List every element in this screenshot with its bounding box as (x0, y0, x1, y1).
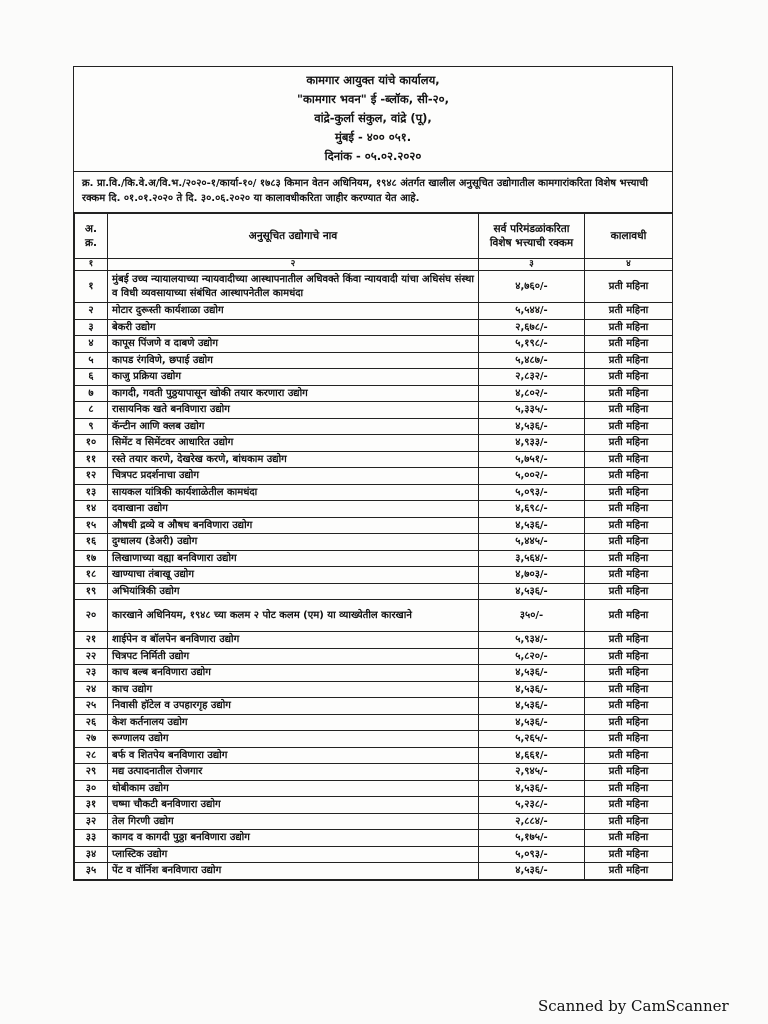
table-row (75, 648, 673, 665)
table-row (75, 501, 673, 518)
row-period: प्रती महिना (585, 846, 673, 863)
header-period: कालावधी (585, 214, 673, 259)
row-period: प्रती महिना (585, 271, 673, 303)
row-period: प्रती महिना (585, 451, 673, 468)
row-serial: २ (75, 303, 108, 320)
row-serial: २९ (75, 764, 108, 781)
row-industry-name: खाण्याचा तंबाखू उद्योग (108, 567, 479, 584)
row-serial: २२ (75, 648, 108, 665)
table-row (75, 681, 673, 698)
row-industry-name: कागद व कागदी पुठ्ठा बनविणारा उद्योग (108, 830, 479, 847)
row-period: प्रती महिना (585, 418, 673, 435)
row-period: प्रती महिना (585, 369, 673, 386)
row-industry-name: रासायनिक खते बनविणारा उद्योग (108, 402, 479, 419)
row-amount: ४,५३६/- (479, 418, 585, 435)
allowance-table (74, 213, 673, 880)
row-industry-name: कॅन्टीन आणि क्लब उद्योग (108, 418, 479, 435)
office-header (74, 67, 672, 172)
row-amount: २,८८४/- (479, 813, 585, 830)
row-amount: ४,५३६/- (479, 714, 585, 731)
row-period: प्रती महिना (585, 402, 673, 419)
column-number: ४ (585, 259, 673, 271)
row-industry-name: रस्ते तयार करणे, देखरेख करणे, बांधकाम उद्योग (108, 451, 479, 468)
table-row (75, 435, 673, 452)
row-period: प्रती महिना (585, 714, 673, 731)
office-complex: वांद्रे-कुर्ला संकुल, वांद्रे (पू), (314, 111, 432, 125)
table-row (75, 698, 673, 715)
row-serial: ५ (75, 352, 108, 369)
row-serial: ७ (75, 385, 108, 402)
row-serial: १० (75, 435, 108, 452)
row-amount: ५,८२०/- (479, 648, 585, 665)
row-serial: ९ (75, 418, 108, 435)
row-serial: २८ (75, 747, 108, 764)
row-industry-name: सायकल यांत्रिकी कार्यशाळेतील कामधंदा (108, 484, 479, 501)
table-row (75, 352, 673, 369)
row-period: प्रती महिना (585, 698, 673, 715)
row-serial: १ (75, 271, 108, 303)
row-industry-name: मद्य उत्पादनातील रोजगार (108, 764, 479, 781)
row-period: प्रती महिना (585, 501, 673, 518)
row-period: प्रती महिना (585, 681, 673, 698)
row-period: प्रती महिना (585, 385, 673, 402)
row-period: प्रती महिना (585, 336, 673, 353)
row-amount: ४,९३३/- (479, 435, 585, 452)
row-period: प्रती महिना (585, 484, 673, 501)
row-amount: ४,५३६/- (479, 681, 585, 698)
row-industry-name: चष्मा चौकटी बनविणारा उद्योग (108, 797, 479, 814)
row-period: प्रती महिना (585, 648, 673, 665)
row-period: प्रती महिना (585, 665, 673, 682)
row-serial: १९ (75, 583, 108, 600)
table-row (75, 271, 673, 303)
row-period: प्रती महिना (585, 567, 673, 584)
row-period: प्रती महिना (585, 468, 673, 485)
table-row (75, 319, 673, 336)
column-number: २ (108, 259, 479, 271)
row-period: प्रती महिना (585, 813, 673, 830)
row-amount: ५,४८७/- (479, 352, 585, 369)
row-serial: २४ (75, 681, 108, 698)
document-sheet (73, 66, 673, 881)
row-amount: ४,५३६/- (479, 780, 585, 797)
row-amount: ४,५३६/- (479, 517, 585, 534)
row-period: प्रती महिना (585, 731, 673, 748)
row-industry-name: धोबीकाम उद्योग (108, 780, 479, 797)
row-serial: २६ (75, 714, 108, 731)
row-serial: ३३ (75, 830, 108, 847)
table-row (75, 534, 673, 551)
row-industry-name: चित्रपट निर्मिती उद्योग (108, 648, 479, 665)
scanner-watermark: Scanned by CamScanner (538, 997, 729, 1015)
row-period: प्रती महिना (585, 534, 673, 551)
table-row (75, 813, 673, 830)
table-row (75, 583, 673, 600)
table-body (75, 271, 673, 880)
subject-paragraph: क्र. प्रा.वि./कि.वे.अ/वि.भ./२०२०-१/कार्या-१०/ १७८३ किमान वेतन अधिनियम, १९४८ अंतर्गत खालील अनुसूचित उद्योगातील कामगारांकरिता विशेष भत्त्याची रक्कम दि. ०१.०१.२०२० ते दि. ३०.०६.२०२० या कालावधीकरिता जाहीर करण्यात येत आहे. (74, 172, 672, 213)
row-amount: ४,५३६/- (479, 665, 585, 682)
office-name: कामगार आयुक्त यांचे कार्यालय, (306, 73, 440, 87)
row-amount: २,८३२/- (479, 369, 585, 386)
row-industry-name: शाईपेन व बॉलपेन बनविणारा उद्योग (108, 632, 479, 649)
row-industry-name: तेल गिरणी उद्योग (108, 813, 479, 830)
row-amount: २,९४५/- (479, 764, 585, 781)
row-serial: ३० (75, 780, 108, 797)
row-amount: ४,५३६/- (479, 698, 585, 715)
table-row (75, 402, 673, 419)
row-industry-name: कारखाने अधिनियम, १९४८ च्या कलम २ पोट कलम (एम) या व्याख्येतील कारखाने (108, 600, 479, 632)
row-period: प्रती महिना (585, 764, 673, 781)
row-amount: ३,५६४/- (479, 550, 585, 567)
row-serial: २० (75, 600, 108, 632)
table-row (75, 468, 673, 485)
row-industry-name: सिमेंट व सिमेंटवर आधारित उद्योग (108, 435, 479, 452)
row-industry-name: दवाखाना उद्योग (108, 501, 479, 518)
row-period: प्रती महिना (585, 303, 673, 320)
row-serial: ३२ (75, 813, 108, 830)
row-amount: ४,६६१/- (479, 747, 585, 764)
row-period: प्रती महिना (585, 830, 673, 847)
table-row (75, 303, 673, 320)
row-serial: ३५ (75, 863, 108, 880)
table-row (75, 600, 673, 632)
table-row (75, 830, 673, 847)
office-city: मुंबई - ४०० ०५१. (334, 130, 412, 144)
row-amount: ५,७५१/- (479, 451, 585, 468)
office-building: "कामगार भवन" ई -ब्लॉक, सी-२०, (297, 92, 449, 106)
table-row (75, 764, 673, 781)
row-serial: १८ (75, 567, 108, 584)
table-row (75, 567, 673, 584)
row-period: प्रती महिना (585, 780, 673, 797)
row-amount: ४,५३६/- (479, 583, 585, 600)
row-serial: १४ (75, 501, 108, 518)
row-amount: ४,७६०/- (479, 271, 585, 303)
table-row (75, 550, 673, 567)
row-period: प्रती महिना (585, 583, 673, 600)
table-header-row (75, 214, 673, 259)
row-industry-name: बर्फ व शितपेय बनविणारा उद्योग (108, 747, 479, 764)
row-industry-name: प्लास्टिक उद्योग (108, 846, 479, 863)
row-amount: ५,४४५/- (479, 534, 585, 551)
row-serial: ८ (75, 402, 108, 419)
row-amount: ५,९३४/- (479, 632, 585, 649)
row-serial: ३ (75, 319, 108, 336)
row-serial: १२ (75, 468, 108, 485)
table-row (75, 336, 673, 353)
row-industry-name: केश कर्तनालय उद्योग (108, 714, 479, 731)
row-industry-name: चित्रपट प्रदर्शनाचा उद्योग (108, 468, 479, 485)
row-period: प्रती महिना (585, 632, 673, 649)
row-serial: १७ (75, 550, 108, 567)
row-serial: ३४ (75, 846, 108, 863)
header-industry-name: अनुसूचित उद्योगाचे नाव (108, 214, 479, 259)
row-industry-name: अभियांत्रिकी उद्योग (108, 583, 479, 600)
row-amount: ५,२६५/- (479, 731, 585, 748)
row-amount: ३५०/- (479, 600, 585, 632)
row-amount: ४,८०२/- (479, 385, 585, 402)
row-period: प्रती महिना (585, 352, 673, 369)
row-industry-name: निवासी हॉटेल व उपहारगृह उद्योग (108, 698, 479, 715)
column-number-row (75, 259, 673, 271)
row-industry-name: मुंबई उच्च न्यायालयाच्या न्यायवादीच्या आस्थापनातील अधिवक्ते किंवा न्यायवादी यांचा अधिसंघ संस्था व विधी व्यवसायाच्या संबंधित आस्थापनेतील कामधंदा (108, 271, 479, 303)
row-industry-name: कागदी, गवती पुठ्ठयापासून खोकी तयार करणारा उद्योग (108, 385, 479, 402)
row-industry-name: कापूस पिंजणे व दाबणे उद्योग (108, 336, 479, 353)
row-serial: २७ (75, 731, 108, 748)
row-period: प्रती महिना (585, 797, 673, 814)
row-period: प्रती महिना (585, 550, 673, 567)
row-industry-name: रूग्णालय उद्योग (108, 731, 479, 748)
row-industry-name: लिखाणाच्या वह्या बनविणारा उद्योग (108, 550, 479, 567)
header-amount: सर्व परिमंडळांकरिता विशेष भत्त्याची रक्कम (479, 214, 585, 259)
table-row (75, 846, 673, 863)
table-row (75, 797, 673, 814)
row-amount: ५,५४४/- (479, 303, 585, 320)
row-amount: ५,०९३/- (479, 484, 585, 501)
row-period: प्रती महिना (585, 517, 673, 534)
row-serial: १६ (75, 534, 108, 551)
table-row (75, 369, 673, 386)
row-period: प्रती महिना (585, 600, 673, 632)
row-amount: ४,७०३/- (479, 567, 585, 584)
table-row (75, 714, 673, 731)
table-row (75, 780, 673, 797)
table-row (75, 385, 673, 402)
row-amount: ५,००२/- (479, 468, 585, 485)
column-number: ३ (479, 259, 585, 271)
table-row (75, 731, 673, 748)
row-industry-name: काच बल्ब बनविणारा उद्योग (108, 665, 479, 682)
row-serial: ११ (75, 451, 108, 468)
row-period: प्रती महिना (585, 319, 673, 336)
row-industry-name: काच उद्योग (108, 681, 479, 698)
row-industry-name: दुग्धालय (डेअरी) उद्योग (108, 534, 479, 551)
header-sr: अ. क्र. (75, 214, 108, 259)
table-row (75, 863, 673, 880)
table-row (75, 747, 673, 764)
row-serial: २५ (75, 698, 108, 715)
column-number: १ (75, 259, 108, 271)
row-serial: २१ (75, 632, 108, 649)
table-row (75, 451, 673, 468)
row-amount: ४,५३६/- (479, 863, 585, 880)
row-serial: ३१ (75, 797, 108, 814)
row-serial: १५ (75, 517, 108, 534)
office-date: दिनांक - ०५.०२.२०२० (324, 149, 422, 163)
row-amount: ५,१९८/- (479, 336, 585, 353)
row-industry-name: कापड रंगविणे, छपाई उद्योग (108, 352, 479, 369)
row-serial: १३ (75, 484, 108, 501)
row-period: प्रती महिना (585, 863, 673, 880)
table-row (75, 418, 673, 435)
row-industry-name: औषधी द्रव्ये व औषध बनविणारा उद्योग (108, 517, 479, 534)
row-serial: ४ (75, 336, 108, 353)
row-amount: ४,६९८/- (479, 501, 585, 518)
row-amount: ५,३३५/- (479, 402, 585, 419)
row-industry-name: मोटार दुरूस्ती कार्यशाळा उद्योग (108, 303, 479, 320)
table-row (75, 517, 673, 534)
row-period: प्रती महिना (585, 747, 673, 764)
row-industry-name: बेकरी उद्योग (108, 319, 479, 336)
row-industry-name: काजु प्रक्रिया उद्योग (108, 369, 479, 386)
row-amount: ५,१७५/- (479, 830, 585, 847)
table-row (75, 632, 673, 649)
row-industry-name: पेंट व वॉर्निश बनविणारा उद्योग (108, 863, 479, 880)
row-amount: ५,०९३/- (479, 846, 585, 863)
table-row (75, 484, 673, 501)
row-serial: २३ (75, 665, 108, 682)
table-row (75, 665, 673, 682)
row-amount: ५,२३८/- (479, 797, 585, 814)
row-period: प्रती महिना (585, 435, 673, 452)
row-amount: २,६७८/- (479, 319, 585, 336)
row-serial: ६ (75, 369, 108, 386)
